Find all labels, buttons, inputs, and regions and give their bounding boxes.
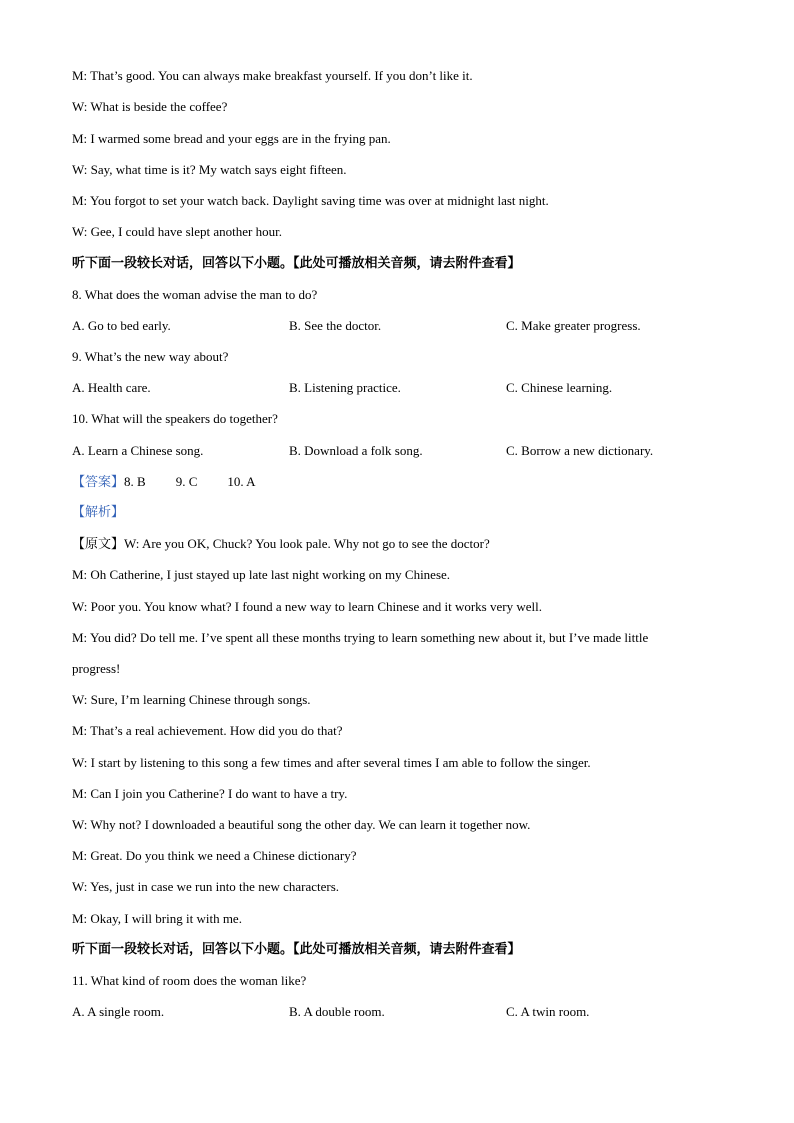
- question-11: 11. What kind of room does the woman like?: [72, 973, 307, 988]
- answer-row: [72, 474, 256, 491]
- transcript-line: W: Poor you. You know what? I found a new way to learn Chinese and it works very well.: [72, 599, 542, 614]
- question-8-option-a: A. Go to bed early.: [72, 318, 171, 333]
- dialogue-line: W: Gee, I could have slept another hour.: [72, 224, 282, 239]
- answer-label: 【答案】: [72, 475, 125, 490]
- listening-instruction: 听下面一段较长对话，回答以下小题。【此处可播放相关音频，请去附件查看】: [72, 256, 521, 271]
- transcript-line: M: Okay, I will bring it with me.: [72, 911, 242, 926]
- transcript-line: W: Why not? I downloaded a beautiful song the other day. We can learn it together now.: [72, 817, 531, 832]
- transcript-line: W: Are you OK, Chuck? You look pale. Why not go to see the doctor?: [124, 536, 490, 551]
- question-11-option-b: B. A double room.: [289, 1004, 385, 1019]
- answer-9: 9. C: [175, 474, 198, 489]
- question-8: 8. What does the woman advise the man to do?: [72, 287, 318, 302]
- question-11-option-c: C. A twin room.: [506, 1004, 590, 1019]
- question-10-option-c: C. Borrow a new dictionary.: [506, 443, 654, 458]
- transcript-line: M: Great. Do you think we need a Chinese dictionary?: [72, 848, 357, 863]
- answer-10: 10. A: [227, 474, 256, 489]
- question-8-option-c: C. Make greater progress.: [506, 318, 641, 333]
- transcript-line: W: Yes, just in case we run into the new characters.: [72, 879, 340, 894]
- transcript-first-line: [72, 536, 490, 553]
- question-9-option-b: B. Listening practice.: [289, 380, 401, 395]
- analysis-label: 【解析】: [72, 505, 125, 520]
- question-9-option-c: C. Chinese learning.: [506, 380, 613, 395]
- dialogue-line: W: Say, what time is it? My watch says eight fifteen.: [72, 162, 347, 177]
- question-8-option-b: B. See the doctor.: [289, 318, 382, 333]
- question-9: 9. What’s the new way about?: [72, 349, 229, 364]
- transcript-line: W: Sure, I’m learning Chinese through songs.: [72, 692, 311, 707]
- listening-instruction: 听下面一段较长对话，回答以下小题。【此处可播放相关音频，请去附件查看】: [72, 942, 521, 957]
- transcript-line: M: Oh Catherine, I just stayed up late last night working on my Chinese.: [72, 567, 451, 582]
- transcript-line: progress!: [72, 661, 121, 676]
- dialogue-line: W: What is beside the coffee?: [72, 99, 228, 114]
- question-10: 10. What will the speakers do together?: [72, 411, 278, 426]
- transcript-line: M: That’s a real achievement. How did you do that?: [72, 723, 343, 738]
- question-11-option-a: A. A single room.: [72, 1004, 165, 1019]
- transcript-label: 【原文】: [72, 537, 125, 552]
- answer-8: 8. B: [124, 474, 146, 489]
- transcript-line: W: I start by listening to this song a few times and after several times I am able to follow the singer.: [72, 755, 591, 770]
- dialogue-line: M: That’s good. You can always make breakfast yourself. If you don’t like it.: [72, 68, 473, 83]
- question-10-option-a: A. Learn a Chinese song.: [72, 443, 204, 458]
- question-9-option-a: A. Health care.: [72, 380, 151, 395]
- transcript-line: M: Can I join you Catherine? I do want to have a try.: [72, 786, 348, 801]
- question-10-option-b: B. Download a folk song.: [289, 443, 423, 458]
- dialogue-line: M: You forgot to set your watch back. Daylight saving time was over at midnight last night.: [72, 193, 549, 208]
- transcript-line: M: You did? Do tell me. I’ve spent all these months trying to learn something new about it, but I’ve made little: [72, 630, 649, 645]
- dialogue-line: M: I warmed some bread and your eggs are in the frying pan.: [72, 131, 391, 146]
